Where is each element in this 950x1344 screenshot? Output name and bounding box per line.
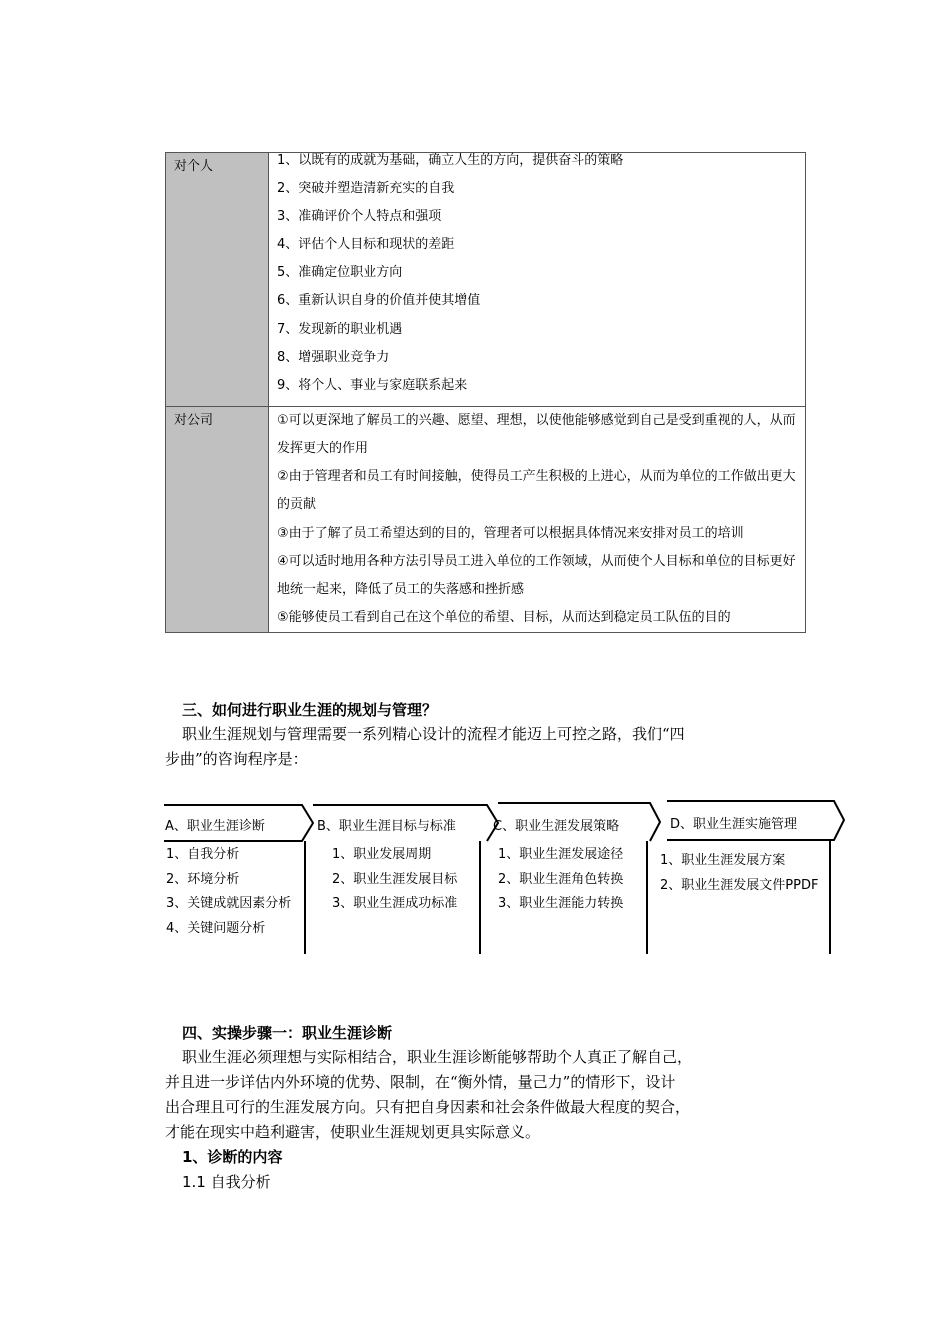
- list-item: 1、自我分析: [166, 847, 240, 862]
- list-item: 2、职业生涯发展文件PPDF: [660, 877, 819, 893]
- section4-paragraph-line1: 职业生涯必须理想与实际相结合，职业生涯诊断能够帮助个人真正了解自己，: [182, 1048, 693, 1066]
- list-item: ①可以更深地了解员工的兴趣、愿望、理想，以使他能够感觉到自己是受到重视的人，从而发挥更大的作用: [277, 412, 796, 457]
- step-a-items: [166, 846, 291, 944]
- section4-paragraph-line4: 才能在现实中趋利避害，使职业生涯规划更具实际意义。: [165, 1123, 541, 1141]
- section4-paragraph-line3: 出合理且可行的生涯发展方向。只有把自身因素和社会条件做最大程度的契合，: [165, 1098, 691, 1116]
- list-item: 2、职业生涯发展目标: [332, 871, 458, 887]
- step-c-title: C、职业生涯发展策略: [493, 819, 620, 834]
- list-item: 1、以既有的成就为基础，确立人生的方向，提供奋斗的策略: [277, 153, 624, 168]
- list-item: 9、将个人、事业与家庭联系起来: [277, 377, 468, 393]
- list-item: 2、环境分析: [166, 871, 240, 887]
- step-d-title: D、职业生涯实施管理: [670, 817, 798, 832]
- list-item: 3、关键成就因素分析: [166, 896, 292, 911]
- section3-paragraph-line1: 职业生涯规划与管理需要一系列精心设计的流程才能迈上可控之路，我们“四: [182, 725, 685, 743]
- step-b-title: B、职业生涯目标与标准: [317, 819, 456, 834]
- table-row-individual: [166, 153, 806, 407]
- list-item: ④可以适时地用各种方法引导员工进入单位的工作领域，从而使个人目标和单位的目标更好地统一起来，降低了员工的失落感和挫折感: [277, 553, 796, 598]
- step-c-items: [498, 846, 623, 920]
- list-item: 1、职业生涯发展途径: [498, 847, 624, 862]
- list-item: 2、职业生涯角色转换: [498, 871, 624, 887]
- list-item: ⑤能够使员工看到自己在这个单位的希望、目标，从而达到稳定员工队伍的目的: [277, 610, 731, 626]
- company-benefits: [269, 406, 806, 633]
- list-item: 1、职业发展周期: [332, 847, 432, 862]
- list-item: ②由于管理者和员工有时间接触，使得员工产生积极的上进心，从而为单位的工作做出更大的贡献: [277, 469, 796, 513]
- step-a-title: A、职业生涯诊断: [165, 819, 265, 834]
- diagnosis-content-heading: 1、诊断的内容: [182, 1148, 283, 1166]
- list-item: 6、重新认识自身的价值并使其增值: [277, 293, 481, 309]
- list-item: 3、职业生涯成功标准: [332, 896, 458, 911]
- list-item: ③由于了解了员工希望达到的目的，管理者可以根据具体情况来安排对员工的培训: [277, 525, 744, 541]
- list-item: 1、职业生涯发展方案: [660, 853, 786, 868]
- list-item: 5、准确定位职业方向: [277, 265, 403, 281]
- list-item: 7、发现新的职业机遇: [277, 321, 403, 337]
- list-item: 8、增强职业竞争力: [277, 349, 390, 365]
- section4-paragraph-line2: 并且进一步详估内外环境的优势、限制，在“衡外情，量己力”的情形下，设计: [165, 1073, 676, 1091]
- section3-paragraph-line2: 步曲”的咨询程序是：: [165, 750, 308, 768]
- step-b-items: [332, 846, 457, 920]
- list-item: 4、评估个人目标和现状的差距: [277, 237, 455, 253]
- individual-benefits: [269, 153, 806, 407]
- self-analysis-heading: 1.1 自我分析: [182, 1173, 271, 1191]
- row-label-individual: 对个人: [166, 153, 269, 407]
- list-item: 2、突破并塑造清新充实的自我: [277, 181, 455, 197]
- table-row-company: [166, 406, 806, 633]
- list-item: 4、关键问题分析: [166, 920, 266, 936]
- list-item: 3、职业生涯能力转换: [498, 896, 624, 911]
- step-d-items: [660, 852, 818, 901]
- benefits-table: [165, 152, 806, 633]
- four-step-process-diagram: [162, 796, 852, 961]
- row-label-company: 对公司: [166, 406, 269, 633]
- section4-heading: 四、实操步骤一：职业生涯诊断: [182, 1024, 393, 1042]
- list-item: 3、准确评价个人特点和强项: [277, 209, 442, 225]
- section3-heading: 三、如何进行职业生涯的规划与管理？: [182, 701, 438, 719]
